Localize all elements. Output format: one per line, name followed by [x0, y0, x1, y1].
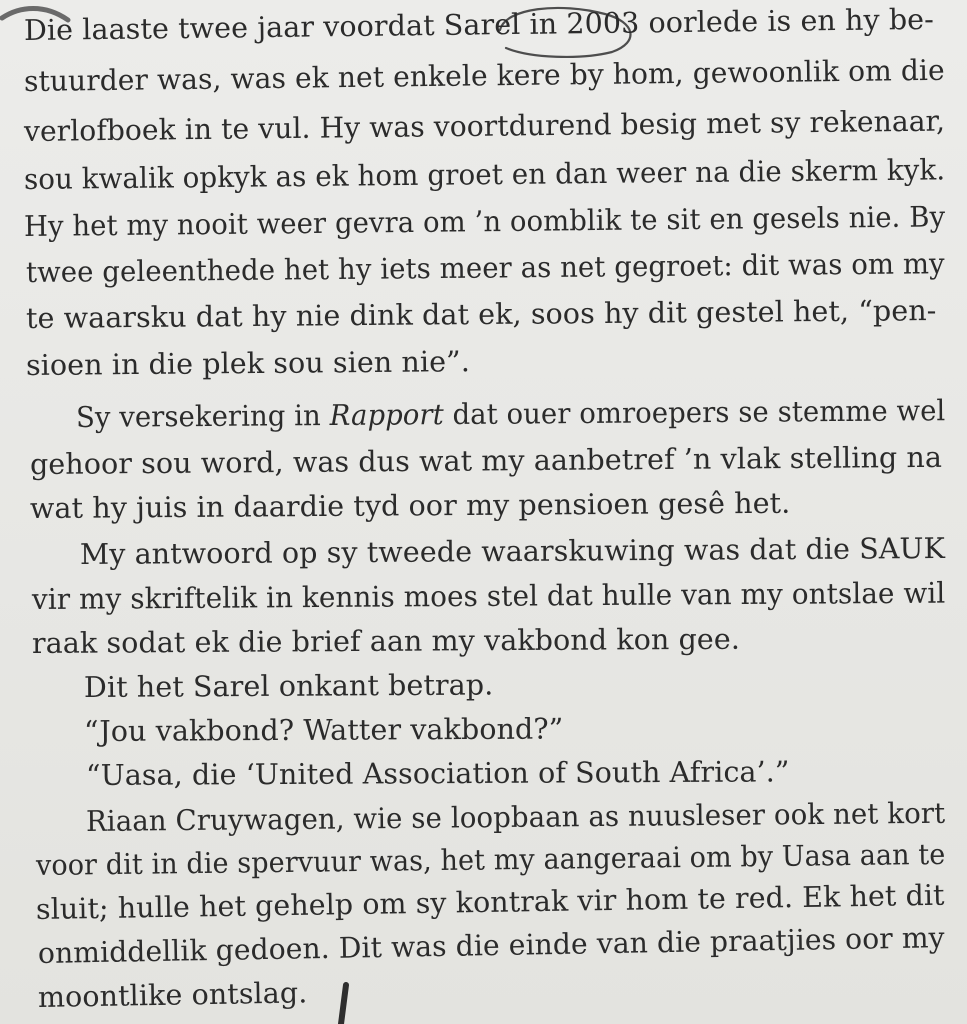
text-line: sluit; hulle het gehelp om sy kontrak vir hom te red. Ek het dit — [35, 878, 945, 926]
text-line: wat hy juis in daardie tyd oor my pensioen gesê het. — [29, 486, 791, 525]
text-run: dat ouer omroepers se stemme wel — [443, 394, 946, 432]
text-line: vir my skriftelik in kennis moes stel dat hulle van my ontslae wil — [31, 576, 946, 616]
text-line: sou kwalik opkyk as ek hom groet en dan weer na die skerm kyk. — [23, 153, 946, 196]
text-line: Die laaste twee jaar voordat Sarel in 2003 oorlede is en hy be- — [23, 2, 935, 47]
text-line: “Uasa, die ‘United Association of South Africa’.” — [85, 755, 790, 792]
text-line: gehoor sou word, was dus wat my aanbetref ’n vlak stelling na — [29, 440, 943, 481]
text-line: verlofboek in te vul. Hy was voortdurend besig met sy rekenaar, — [23, 104, 946, 148]
text-run: Sy versekering in — [75, 399, 330, 434]
text-line: twee geleenthede het hy iets meer as net gegroet: dit was om my — [25, 247, 945, 289]
text-line: sioen in die plek sou sien nie”. — [25, 345, 471, 382]
text-line: stuurder was, was ek net enkele kere by hom, gewoonlik om die — [23, 53, 945, 98]
publication-title: Rapport — [329, 398, 444, 433]
text-line: “Jou vakbond? Watter vakbond?” — [83, 712, 564, 748]
text-line: raak sodat ek die brief aan my vakbond kon gee. — [31, 622, 741, 660]
text-line: moontlike ontslag. — [37, 976, 308, 1014]
text-line — [75, 394, 946, 434]
text-line: Dit het Sarel onkant betrap. — [83, 668, 494, 704]
text-line: Hy het my nooit weer gevra om ’n oomblik te sit en gesels nie. By — [23, 200, 946, 243]
text-line: onmiddellik gedoen. Dit was die einde van die praatjies oor my — [37, 921, 945, 970]
text-line: My antwoord op sy tweede waarskuwing was dat die SAUK — [79, 531, 946, 571]
text-line: voor dit in die spervuur was, het my aangeraai om by Uasa aan te — [35, 837, 946, 882]
text-line: te waarsku dat hy nie dink dat ek, soos hy dit gestel het, “pen- — [25, 294, 937, 335]
text-line: Riaan Cruywagen, wie se loopbaan as nuusleser ook net kort — [85, 796, 946, 838]
